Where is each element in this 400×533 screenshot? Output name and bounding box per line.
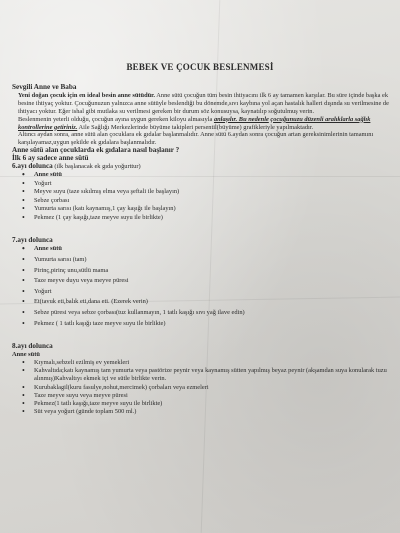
list-item: • Kahvaltıda;katı kaynamış tam yumurta veya pastörize peynir veya kaynamış sütten yapılmış beyaz peynir (akşamdan suya konularak tuzu alınmış)Kahvaltıyı ekmek içi ve sütle birlikte verin. [12, 367, 392, 383]
list-item: • Yumurta sarısı (katı kaynamış,1 çay kaşığı ile başlayın) [12, 205, 392, 214]
list-item: • Taze meyve duyu veya meyve püresi [12, 276, 392, 287]
list-item: • Sebze çorbası [12, 197, 392, 206]
section-8-title: 8.ayı dolunca [12, 342, 53, 351]
section-6-note: (ilk başlanacak ek gıda yoğurttur) [52, 163, 141, 171]
list-item: • Pirinç,pirinç unu,sütlü mama [12, 266, 392, 277]
page-title: BEBEK VE ÇOCUK BESLENMESİ [126, 62, 274, 72]
list-item: • Meyve suyu (taze sıkılmış elma veya şeftali ile başlayın) [12, 188, 392, 197]
growth-paragraph [12, 116, 392, 132]
list-item: • Yoğurt [12, 287, 392, 298]
growth-text-rest: Aile Sağlığı Merkezlerinde büyüme takipleri persentil(büyüme) grafikleriyle yapılmaktadır. [77, 123, 314, 131]
section-7-title: 7.ayı dolunca [12, 235, 53, 244]
list-item: • Anne sütü [12, 244, 392, 255]
growth-bold: çocuğunuzu düzenli aralıklarla sağlık kontrollerine getiriniz. [18, 115, 371, 131]
growth-emphasis: anlaşılır. Bu nedenle [213, 115, 269, 123]
list-item: • Taze meyve suyu veya meyve püresi [12, 392, 392, 400]
list-item: • Sebze püresi veya sebze çorbası(tuz kullanmayın, 1 tatlı kaşığı sıvı yağ ilave edin) [12, 308, 392, 319]
list-item: • Pekmez(1 tatlı kaşığı,taze meyve suyu ile birlikte) [12, 400, 392, 408]
supplement-paragraph: Altıncı aydan sonra, anne sütü alan çocuklara ek gıdalar başlanmalıdır. Anne sütü 6.aydan sonra çocuğun artan gereksinimlerinin tamamını karşılayamaz,uygun şekilde ek gıdalara başlanmalıdır. [18, 131, 374, 147]
list-item: • Et(tavuk eti,balık eti,dana eti. (Ezerek verin) [12, 297, 392, 308]
list-item: • Anne sütü [12, 171, 392, 180]
greeting: Sevgili Anne ve Baba [12, 83, 77, 91]
list-item: • Kıymalı,sebzeli ezilmiş ev yemekleri [12, 359, 392, 367]
section-8-subtitle: Anne sütü [12, 351, 40, 359]
intro-lead: Yeni doğan çocuk için en ideal besin anne sütüdür. [18, 91, 156, 99]
list-item: • Yoğurt [12, 180, 392, 189]
section-7-list [12, 244, 392, 329]
section-6-title: 6.ayı dolunca [12, 162, 53, 171]
section-6-list [12, 171, 392, 223]
document-body [12, 84, 392, 416]
heading-six-months: İlk 6 ay sadece anne sütü [12, 154, 89, 163]
intro-text: Anne sütü çocuğun tüm besin ihtiyacını ilk 6 ay tamamen karşılar. Bu süre içinde başka ek besine ihtiyaç yoktur. Çocuğunuzun yalnızca anne sütüyle beslendiği bu dönemde,sıvı kaybına yol açan hastalık halleri dışında su verilmesine de ihtiyacı yoktur. Eğer ishal gibi mutlaka su verilmesi gereken bir durum söz konusuysa, kaynatılıp soğutulmuş verin. [18, 91, 389, 115]
section-8-list [12, 359, 392, 416]
heading-supplement: Anne sütü alan çocuklarda ek gıdalara nasıl başlanır ? [12, 146, 180, 155]
intro-paragraph [12, 92, 392, 116]
list-item: • Pekmez ( 1 tatlı kaşığı taze meyve suyu ile birlikte) [12, 319, 392, 330]
list-item: • Kurubaklagil(kuru fasulye,nohut,mercimek) çorbaları veya ezmeleri [12, 384, 392, 392]
growth-text-start: Beslenmenin yeterli olduğu, çocuğun ayına uygun gereken kiloyu almasıyla [18, 115, 214, 123]
list-item: • Pekmez (1 çay kaşığı,taze meyve suyu ile birlikte) [12, 214, 392, 223]
list-item: • Yumurta sarısı (tam) [12, 255, 392, 266]
section-6-heading [12, 163, 392, 171]
list-item: • Süt veya yoğurt (günde toplam 500 ml.) [12, 408, 392, 416]
